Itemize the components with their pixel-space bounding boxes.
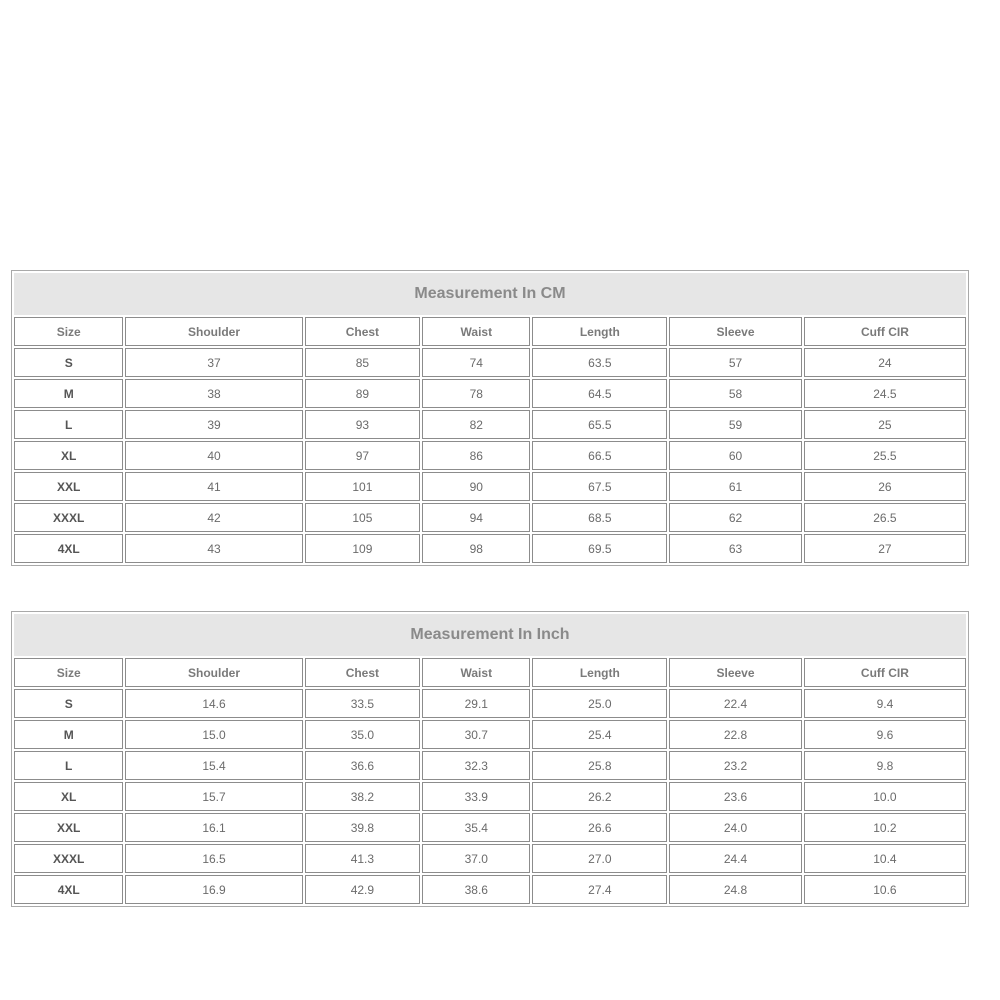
cell-chest: 89 (305, 379, 420, 408)
cell-cuff-cir: 10.4 (804, 844, 966, 873)
cell-sleeve: 59 (669, 410, 802, 439)
table-row (14, 813, 966, 842)
cell-shoulder: 38 (125, 379, 302, 408)
cell-chest: 105 (305, 503, 420, 532)
table-title-row (14, 273, 966, 315)
cell-chest: 85 (305, 348, 420, 377)
cell-sleeve: 24.4 (669, 844, 802, 873)
size-chart-inch-table (11, 611, 969, 907)
cell-length: 27.0 (532, 844, 667, 873)
cell-cuff-cir: 9.8 (804, 751, 966, 780)
cell-length: 27.4 (532, 875, 667, 904)
cell-chest: 109 (305, 534, 420, 563)
cell-cuff-cir: 10.6 (804, 875, 966, 904)
header-row (14, 317, 966, 346)
cell-cuff-cir: 9.6 (804, 720, 966, 749)
table-row (14, 503, 966, 532)
cell-length: 26.6 (532, 813, 667, 842)
cell-size: L (14, 751, 123, 780)
cell-sleeve: 23.6 (669, 782, 802, 811)
cell-size: L (14, 410, 123, 439)
size-chart-cm-table (11, 270, 969, 566)
header-row (14, 658, 966, 687)
cell-shoulder: 14.6 (125, 689, 302, 718)
table-row (14, 782, 966, 811)
cell-cuff-cir: 9.4 (804, 689, 966, 718)
cell-length: 66.5 (532, 441, 667, 470)
table-row (14, 379, 966, 408)
column-header-length: Length (532, 317, 667, 346)
cell-length: 67.5 (532, 472, 667, 501)
cell-chest: 35.0 (305, 720, 420, 749)
cell-sleeve: 22.4 (669, 689, 802, 718)
column-header-size: Size (14, 317, 123, 346)
cell-shoulder: 37 (125, 348, 302, 377)
column-header-size: Size (14, 658, 123, 687)
cell-size: 4XL (14, 875, 123, 904)
column-header-shoulder: Shoulder (125, 658, 302, 687)
cell-waist: 82 (422, 410, 530, 439)
table-row (14, 410, 966, 439)
cell-size: S (14, 348, 123, 377)
cell-waist: 32.3 (422, 751, 530, 780)
cell-length: 64.5 (532, 379, 667, 408)
cell-chest: 41.3 (305, 844, 420, 873)
column-header-length: Length (532, 658, 667, 687)
cell-chest: 39.8 (305, 813, 420, 842)
cell-shoulder: 15.4 (125, 751, 302, 780)
table-body (14, 348, 966, 563)
cell-waist: 74 (422, 348, 530, 377)
cell-cuff-cir: 26 (804, 472, 966, 501)
cell-sleeve: 58 (669, 379, 802, 408)
cell-shoulder: 16.9 (125, 875, 302, 904)
cell-chest: 101 (305, 472, 420, 501)
cell-size: 4XL (14, 534, 123, 563)
cell-shoulder: 16.5 (125, 844, 302, 873)
column-header-sleeve: Sleeve (669, 658, 802, 687)
column-header-chest: Chest (305, 658, 420, 687)
cell-sleeve: 61 (669, 472, 802, 501)
cell-length: 63.5 (532, 348, 667, 377)
column-header-shoulder: Shoulder (125, 317, 302, 346)
cell-waist: 30.7 (422, 720, 530, 749)
cell-waist: 86 (422, 441, 530, 470)
cell-cuff-cir: 24 (804, 348, 966, 377)
cell-chest: 36.6 (305, 751, 420, 780)
column-header-chest: Chest (305, 317, 420, 346)
cell-size: XXL (14, 472, 123, 501)
cell-shoulder: 43 (125, 534, 302, 563)
cell-cuff-cir: 10.0 (804, 782, 966, 811)
cell-cuff-cir: 24.5 (804, 379, 966, 408)
cell-shoulder: 42 (125, 503, 302, 532)
table-row (14, 348, 966, 377)
cell-size: XXXL (14, 844, 123, 873)
cell-cuff-cir: 26.5 (804, 503, 966, 532)
cell-sleeve: 63 (669, 534, 802, 563)
cell-shoulder: 40 (125, 441, 302, 470)
cell-chest: 93 (305, 410, 420, 439)
table-row (14, 844, 966, 873)
cell-waist: 37.0 (422, 844, 530, 873)
cell-cuff-cir: 10.2 (804, 813, 966, 842)
cell-cuff-cir: 25 (804, 410, 966, 439)
cell-length: 26.2 (532, 782, 667, 811)
cell-waist: 90 (422, 472, 530, 501)
column-header-waist: Waist (422, 658, 530, 687)
cell-waist: 94 (422, 503, 530, 532)
cell-sleeve: 24.0 (669, 813, 802, 842)
cell-waist: 35.4 (422, 813, 530, 842)
table-row (14, 534, 966, 563)
column-header-cuff-cir: Cuff CIR (804, 317, 966, 346)
cell-size: S (14, 689, 123, 718)
cell-cuff-cir: 25.5 (804, 441, 966, 470)
cell-length: 69.5 (532, 534, 667, 563)
cell-length: 65.5 (532, 410, 667, 439)
cell-sleeve: 22.8 (669, 720, 802, 749)
cell-waist: 78 (422, 379, 530, 408)
cell-size: XL (14, 782, 123, 811)
cell-shoulder: 41 (125, 472, 302, 501)
table-row (14, 875, 966, 904)
cell-sleeve: 62 (669, 503, 802, 532)
cell-waist: 38.6 (422, 875, 530, 904)
cell-sleeve: 24.8 (669, 875, 802, 904)
cell-length: 25.4 (532, 720, 667, 749)
cell-cuff-cir: 27 (804, 534, 966, 563)
cell-size: XXL (14, 813, 123, 842)
table-title: Measurement In Inch (14, 614, 966, 656)
table-row (14, 689, 966, 718)
table-row (14, 472, 966, 501)
table-row (14, 720, 966, 749)
column-header-waist: Waist (422, 317, 530, 346)
cell-waist: 33.9 (422, 782, 530, 811)
table-row (14, 441, 966, 470)
cell-sleeve: 23.2 (669, 751, 802, 780)
cell-size: M (14, 379, 123, 408)
table-title: Measurement In CM (14, 273, 966, 315)
cell-size: XXXL (14, 503, 123, 532)
column-header-sleeve: Sleeve (669, 317, 802, 346)
cell-waist: 98 (422, 534, 530, 563)
cell-size: M (14, 720, 123, 749)
cell-waist: 29.1 (422, 689, 530, 718)
cell-length: 25.8 (532, 751, 667, 780)
cell-chest: 97 (305, 441, 420, 470)
cell-shoulder: 39 (125, 410, 302, 439)
cell-sleeve: 60 (669, 441, 802, 470)
cell-shoulder: 15.7 (125, 782, 302, 811)
table-row (14, 751, 966, 780)
cell-chest: 33.5 (305, 689, 420, 718)
cell-chest: 42.9 (305, 875, 420, 904)
cell-length: 68.5 (532, 503, 667, 532)
table-title-row (14, 614, 966, 656)
cell-length: 25.0 (532, 689, 667, 718)
table-body (14, 689, 966, 904)
cell-size: XL (14, 441, 123, 470)
cell-shoulder: 15.0 (125, 720, 302, 749)
cell-shoulder: 16.1 (125, 813, 302, 842)
cell-sleeve: 57 (669, 348, 802, 377)
cell-chest: 38.2 (305, 782, 420, 811)
column-header-cuff-cir: Cuff CIR (804, 658, 966, 687)
